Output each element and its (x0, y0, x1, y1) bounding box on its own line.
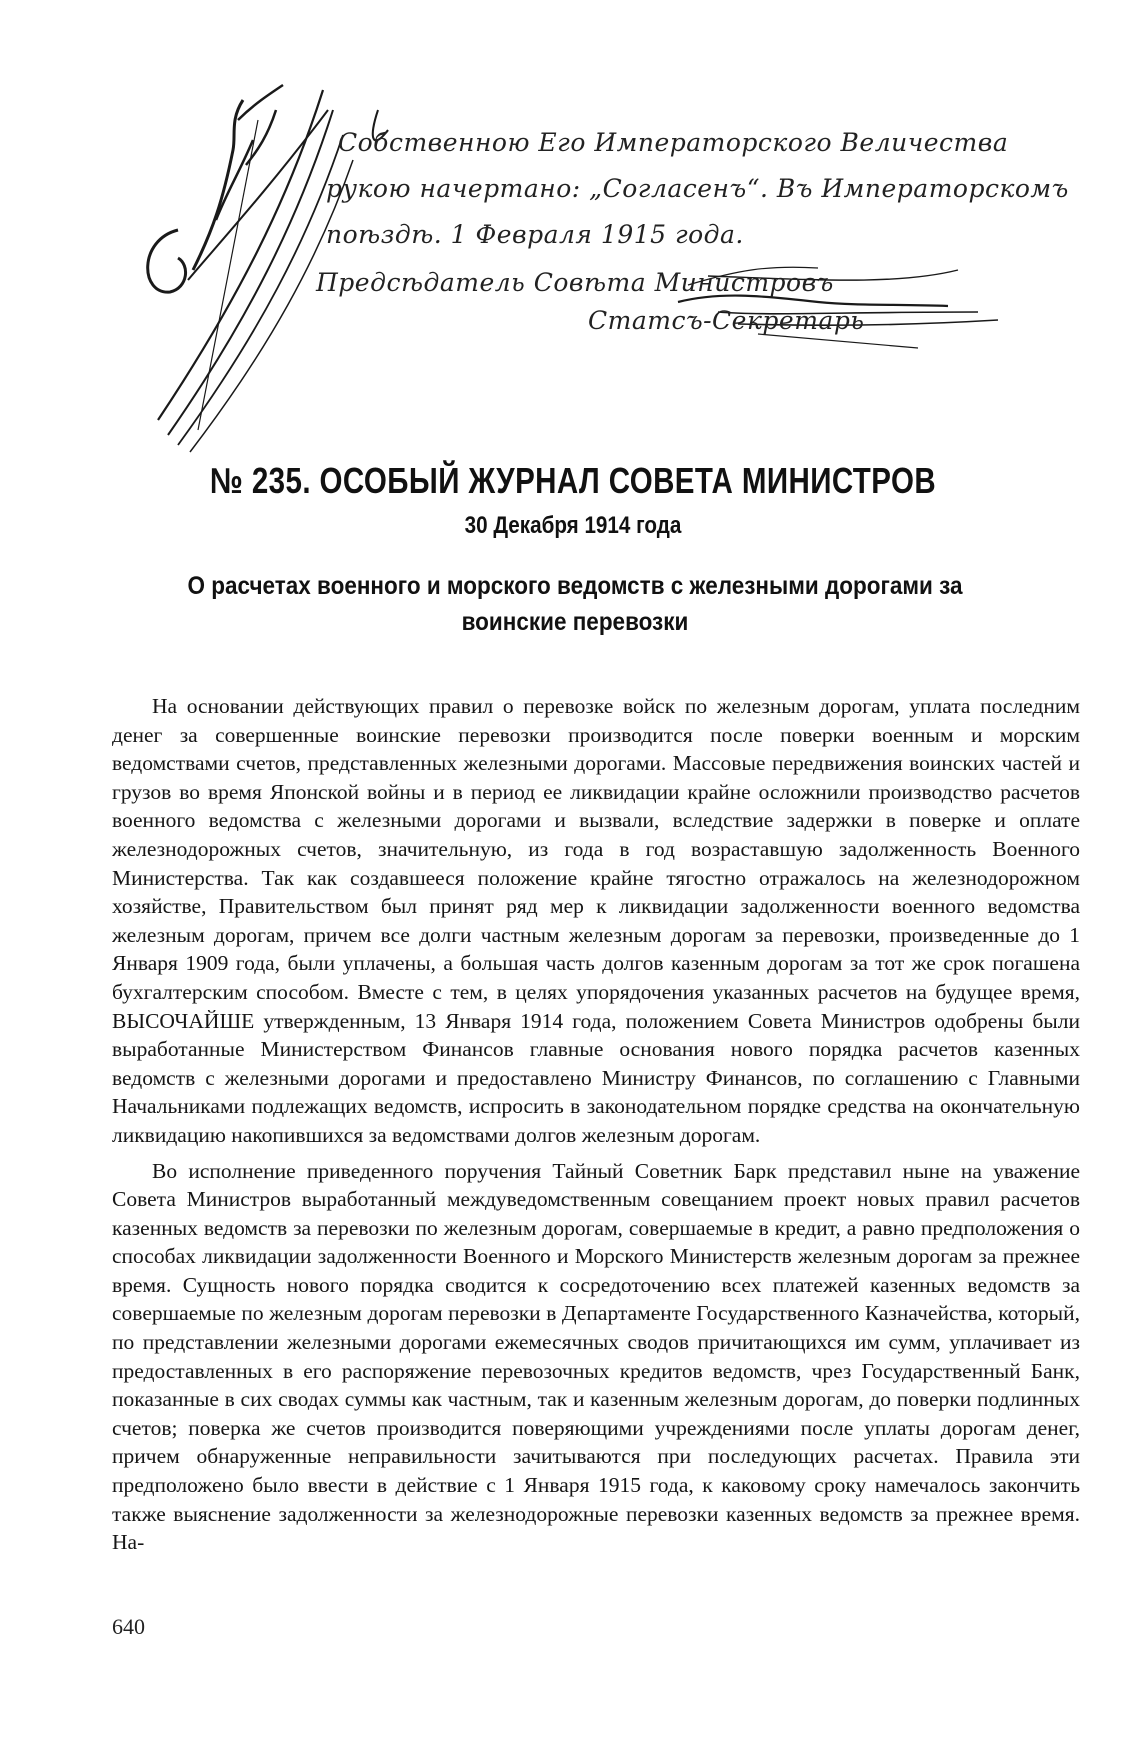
page-number: 640 (112, 1614, 145, 1639)
endorsement-agreed: Согласенъ (602, 174, 747, 203)
imperial-endorsement (118, 80, 1078, 470)
journal-title: О расчетах военного и морского ведомств с железными дорогами за воинские перевозки (187, 572, 963, 636)
endorsement-line-1: Собственною Его Императорского Величества (338, 128, 1009, 157)
endorsement-line-2-c: “. Въ Императорскомъ (746, 174, 1069, 203)
journal-body (112, 692, 1080, 1564)
endorsement-line-5: Статсъ-Секретарь (588, 306, 865, 335)
body-paragraph: Во исполнение приведенного поручения Тайный Советник Барк представил ныне на уважение Совета Министров выработанный междуведомственным совещанием проект новых правил расчетов казенных ведомств за перевозки по железным дорогам, совершаемые в кредит, а равно предположения о способах ликвидации задолженности Военного и Морского Министерств железным дорогам за прежнее время. Сущность нового порядка сводится к сосредоточению всех платежей казенных ведомств за совершаемые по железным дорогам перевозки в Департаменте Государственного Казначейства, который, по представлении железными дорогами ежемесячных сводов причитающихся им сумм, уплачивает из предоставленных в его распоряжение перевозочных кредитов ведомств, чрез Государственный Банк, показанные в сих сводах суммы как частным, так и казенным железным дорогам, до поверки подлинных счетов; поверка же счетов производится поверяющими учреждениями после уплаты дорогам денег, причем обнаруженные неправильности зачитываются при последующих расчетах. Правила эти предположено было ввести в действие с 1 Января 1915 года, к каковому сроку намечалось закончить также выяснение задолженности за железнодорожные перевозки казенных ведомств за прежнее время. На- (112, 1158, 1080, 1555)
endorsement-line-4: Предсѣдатель Совѣта Министровъ (316, 268, 834, 297)
endorsement-line-3: поѣздѣ. 1 Февраля 1915 года. (326, 220, 744, 249)
endorsement-line-2-a: рукою начертано: „ (326, 174, 603, 203)
endorsement-line-2 (326, 174, 1069, 203)
journal-date: 30 Декабря 1914 года (464, 512, 682, 539)
body-paragraph: На основании действующих правил о перевозке войск по железным дорогам, уплата последним денег за совершенные воинские перевозки производится после поверки военным и морским ведомствами счетов, представленных железными дорогами. Массовые передвижения воинских частей и грузов во время Японской войны и в период ее ликвидации крайне осложнили производство расчетов военного ведомства с железными дорогами и вызвали, вследствие задержки в поверке и оплате железнодорожных счетов, значительную, из года в год возраставшую задолженность Военного Министерства. Так как создавшееся положение крайне тягостно отражалось на железнодорожном хозяйстве, Правительством был принят ряд мер к ликвидации задолженности военного ведомства железным дорогам, причем все долги частным железным дорогам за перевозки, произведенные до 1 Января 1909 года, были уплачены, а большая часть долгов казенным дорогам за тот же срок погашена бухгалтерским способом. Вместе с тем, в целях упорядочения указанных расчетов на будущее время, ВЫСОЧАЙШЕ утвержденным, 13 Января 1914 года, положением Совета Министров одобрены были выработанные Министерством Финансов главные основания нового порядка расчетов казенных ведомств с железными дорогами и предоставлено Министру Финансов, по соглашению с Главными Начальниками подлежащих ведомств, испросить в законодательном порядке средства на окончательную ликвидацию накопившихся за ведомствами долгов железным дорогам. (112, 694, 1080, 1147)
journal-number-heading: № 235. ОСОБЫЙ ЖУРНАЛ СОВЕТА МИНИСТРОВ (209, 460, 937, 501)
bleed-through-text (110, 40, 1070, 70)
